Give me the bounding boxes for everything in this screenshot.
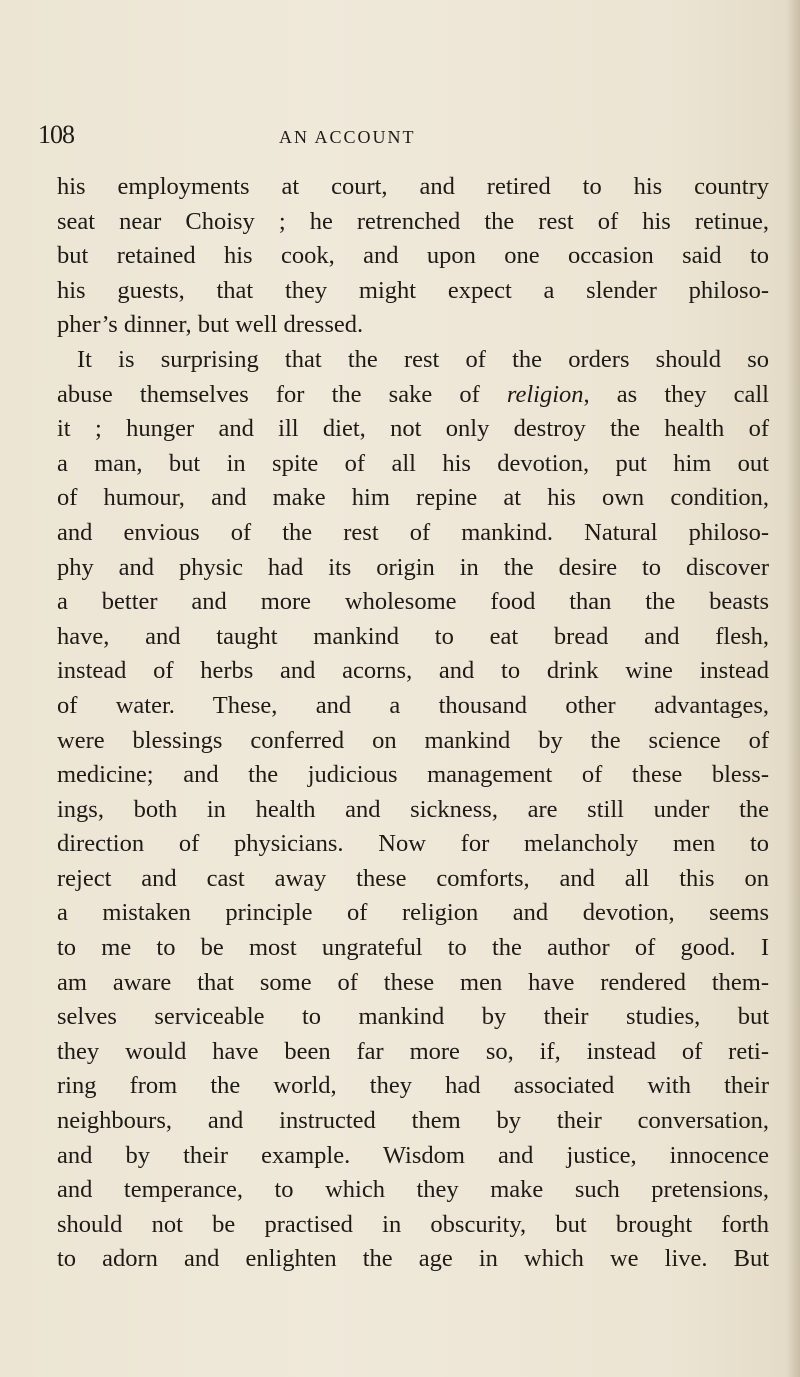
- text-line: were blessings conferred on mankind by the science of: [57, 726, 769, 754]
- body-text: [57, 170, 769, 1277]
- text-line: his guests, that they might expect a slender philoso-: [57, 276, 769, 304]
- text-line: ring from the world, they had associated with their: [57, 1072, 769, 1100]
- text-line: to adorn and enlighten the age in which we live. But: [57, 1245, 769, 1273]
- text-line: direction of physicians. Now for melancholy men to: [57, 830, 769, 858]
- text-line: a better and more wholesome food than the beasts: [57, 588, 769, 616]
- text-line: am aware that some of these men have rendered them-: [57, 968, 769, 996]
- text-line: phy and physic had its origin in the desire to discover: [57, 553, 769, 581]
- text-line: to me to be most ungrateful to the author of good. I: [57, 934, 769, 962]
- text-line: neighbours, and instructed them by their conversation,: [57, 1107, 769, 1135]
- text-line: It is surprising that the rest of the orders should so: [77, 345, 769, 373]
- text-line: of humour, and make him repine at his own condition,: [57, 484, 769, 512]
- running-head: AN ACCOUNT: [279, 127, 416, 147]
- text-line: abuse themselves for the sake of religion, as they call: [57, 380, 769, 408]
- text-line: seat near Choisy ; he retrenched the rest of his retinue,: [57, 207, 769, 235]
- text-line: a mistaken principle of religion and devotion, seems: [57, 899, 769, 927]
- text-line: selves serviceable to mankind by their studies, but: [57, 1003, 769, 1031]
- page-number: 108: [38, 120, 74, 149]
- text-line: pher’s dinner, but well dressed.: [57, 311, 364, 339]
- text-line: his employments at court, and retired to his country: [57, 173, 769, 200]
- paragraph: [57, 343, 769, 1277]
- text-line: it ; hunger and ill diet, not only destroy the health of: [57, 415, 769, 443]
- text-line: and temperance, to which they make such pretensions,: [57, 1176, 769, 1204]
- text-line: they would have been far more so, if, instead of reti-: [57, 1037, 769, 1065]
- text-line: and envious of the rest of mankind. Natural philoso-: [57, 518, 769, 546]
- text-line: medicine; and the judicious management of these bless-: [57, 761, 769, 789]
- text-line: a man, but in spite of all his devotion, put him out: [57, 449, 769, 477]
- text-line: instead of herbs and acorns, and to drink wine instead: [57, 657, 769, 685]
- page-edge-shadow: [786, 0, 800, 1377]
- text-line: reject and cast away these comforts, and all this on: [57, 864, 769, 892]
- text-line: should not be practised in obscurity, but brought forth: [57, 1210, 769, 1238]
- paragraph: [57, 170, 769, 343]
- text-line: but retained his cook, and upon one occasion said to: [57, 242, 769, 270]
- text-line: and by their example. Wisdom and justice, innocence: [57, 1141, 769, 1169]
- text-line: have, and taught mankind to eat bread and flesh,: [57, 622, 769, 650]
- text-line: of water. These, and a thousand other advantages,: [57, 691, 769, 719]
- text-line: ings, both in health and sickness, are still under the: [57, 795, 769, 823]
